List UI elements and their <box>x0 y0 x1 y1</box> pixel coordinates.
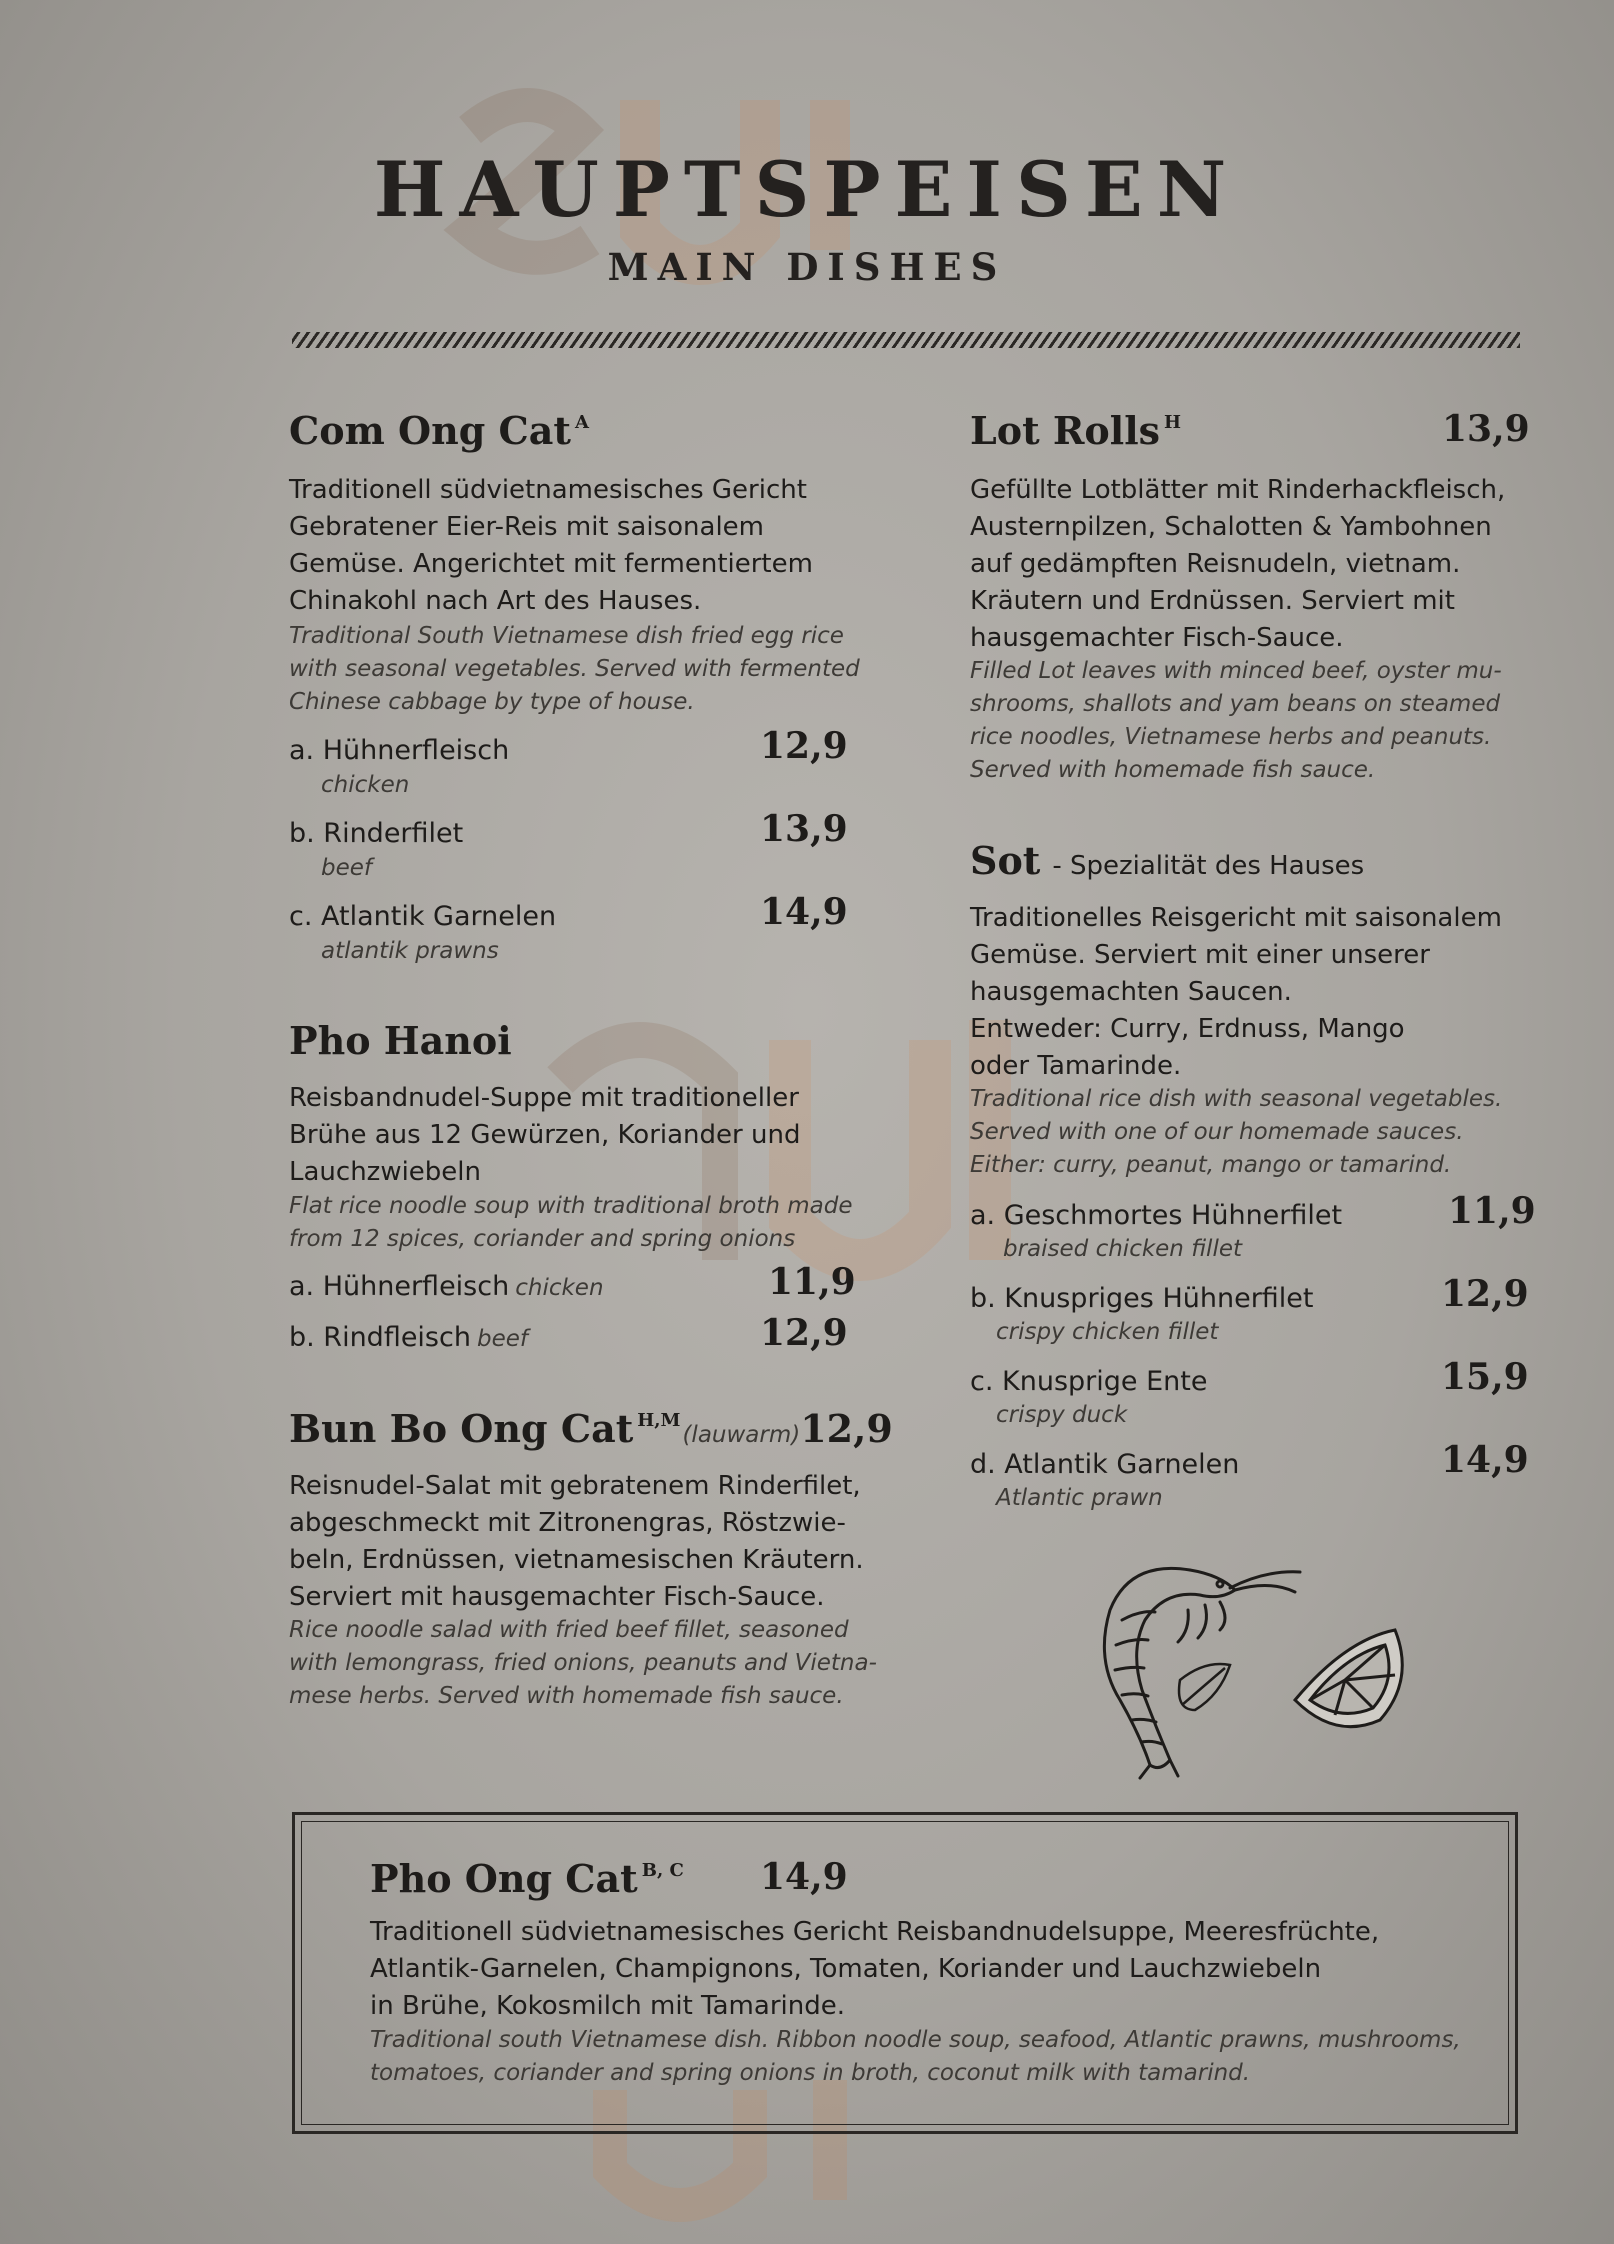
page-subtitle: MAIN DISHES <box>607 245 1007 289</box>
option-translation: Atlantic prawn <box>996 1485 1163 1511</box>
dish-title-pho-hanoi: Pho Hanoi <box>289 1018 512 1063</box>
option-translation: beef <box>321 855 372 881</box>
dish-description-de: Reisbandnudel-Suppe mit traditioneller Brühe aus 12 Gewürzen, Koriander und Lauchzwiebeln <box>289 1083 801 1187</box>
dish-price: 13,9 <box>1442 408 1530 450</box>
dish-description-en: Filled Lot leaves with minced beef, oyster mu- shrooms, shallots and yam beans on steamed rice noodles, Vietnamese herbs and peanuts. Served with homemade fish sauce. <box>970 658 1502 783</box>
allergen-codes: A <box>574 412 589 433</box>
option-row <box>289 1271 604 1302</box>
serving-note: (lauwarm) <box>682 1422 801 1448</box>
dish-price: 14,9 <box>760 1856 848 1898</box>
dish-description-de: Traditionelles Reisgericht mit saisonalem Gemüse. Serviert mit einer unserer hausgemachten Saucen. Entweder: Curry, Erdnuss, Mango oder Tamarinde. <box>970 903 1502 1081</box>
option-translation: crispy duck <box>996 1402 1128 1428</box>
option-price: 13,9 <box>760 808 848 850</box>
dish-title-bun-bo-ong-cat: Bun Bo Ong Cat $^{H,M}$(lauwarm)12,9 <box>289 1406 893 1451</box>
dish-description-de: Gefüllte Lotblätter mit Rinderhackfleisch, Austernpilzen, Schalotten & Yambohnen auf gedämpften Reisnudeln, vietnam. Kräutern und Erdnüssen. Serviert mit hausgemachter Fisch-Sauce. <box>970 475 1506 653</box>
dish-description-en: Traditional rice dish with seasonal vegetables. Served with one of our homemade sauces. Either: curry, peanut, mango or tamarind. <box>970 1086 1503 1178</box>
option-translation: chicken <box>321 772 410 798</box>
lemon-wedge-illustration <box>1285 1620 1415 1740</box>
dish-description-de: Traditionell südvietnamesisches Gericht Gebratener Eier-Reis mit saisonalem Gemüse. Angerichtet mit fermentiertem Chinakohl nach Art des Hauses. <box>289 475 813 616</box>
option-label: a. Hühnerfleisch <box>289 735 510 766</box>
dish-description-de: Traditionell südvietnamesisches Gericht Reisbandnudelsuppe, Meeresfrüchte, Atlantik-Garnelen, Champignons, Tomaten, Koriander und Lauchzwiebeln in Brühe, Kokosmilch mit Tamarinde. <box>370 1917 1380 2021</box>
dish-description-en: Rice noodle salad with fried beef fillet, seasoned with lemongrass, fried onions, peanuts and Vietna- mese herbs. Served with homemade fish sauce. <box>289 1617 877 1709</box>
allergen-codes: H <box>1164 412 1182 433</box>
dish-description-en: Flat rice noodle soup with traditional broth made from 12 spices, coriander and spring onions <box>289 1193 853 1252</box>
option-price: 14,9 <box>760 891 848 933</box>
option-price: 12,9 <box>1441 1273 1529 1315</box>
allergen-codes: H,M <box>637 1410 681 1431</box>
dish-description-en: Traditional south Vietnamese dish. Ribbon noodle soup, seafood, Atlantic prawns, mushrooms, tomatoes, coriander and spring onions in broth, coconut milk with tamarind. <box>370 2027 1461 2086</box>
dish-title-com-ong-cat: Com Ong Cat $^A$ <box>289 408 589 453</box>
allergen-codes: B, C <box>641 1860 684 1881</box>
dish-tagline: - Spezialität des Hauses <box>1052 851 1365 881</box>
option-translation: chicken <box>515 1275 604 1301</box>
option-price: 11,9 <box>768 1261 856 1303</box>
dish-title-pho-ong-cat: Pho Ong Cat $^{B, C}$ <box>370 1856 684 1901</box>
shrimp-illustration <box>1070 1550 1310 1780</box>
option-label: a. Geschmortes Hühnerfilet <box>970 1200 1343 1231</box>
dish-title-sot: Sot - Spezialität des Hauses <box>970 838 1365 883</box>
option-label: b. Rinderfilet <box>289 818 464 849</box>
dish-description-de: Reisnudel-Salat mit gebratenem Rinderfilet, abgeschmeckt mit Zitronengras, Röstzwie- beln, Erdnüssen, vietnamesischen Kräutern. Serviert mit hausgemachter Fisch-Sauce. <box>289 1471 864 1612</box>
option-translation: beef <box>476 1326 528 1352</box>
option-translation: crispy chicken fillet <box>996 1319 1219 1345</box>
dish-title-lot-rolls: Lot Rolls $^H$ <box>970 408 1182 453</box>
option-label: b. Rindfleisch <box>289 1322 471 1353</box>
option-translation: atlantik prawns <box>321 938 499 964</box>
hatched-divider <box>292 332 1520 348</box>
dish-price: 12,9 <box>800 1406 893 1451</box>
option-label: b. Knuspriges Hühnerfilet <box>970 1283 1314 1314</box>
option-price: 12,9 <box>760 1312 848 1354</box>
dish-description-en: Traditional South Vietnamese dish fried egg rice with seasonal vegetables. Served with fermented Chinese cabbage by type of house. <box>289 623 860 715</box>
option-price: 14,9 <box>1441 1439 1529 1481</box>
option-label: c. Atlantik Garnelen <box>289 901 557 932</box>
option-translation: braised chicken fillet <box>1003 1236 1243 1262</box>
option-label: c. Knusprige Ente <box>970 1366 1208 1397</box>
option-price: 15,9 <box>1441 1356 1529 1398</box>
option-price: 11,9 <box>1448 1190 1536 1232</box>
option-label: d. Atlantik Garnelen <box>970 1449 1240 1480</box>
option-label: a. Hühnerfleisch <box>289 1271 510 1302</box>
option-price: 12,9 <box>760 725 848 767</box>
option-row <box>289 1322 528 1353</box>
page-title: HAUPTSPEISEN <box>373 145 1241 234</box>
